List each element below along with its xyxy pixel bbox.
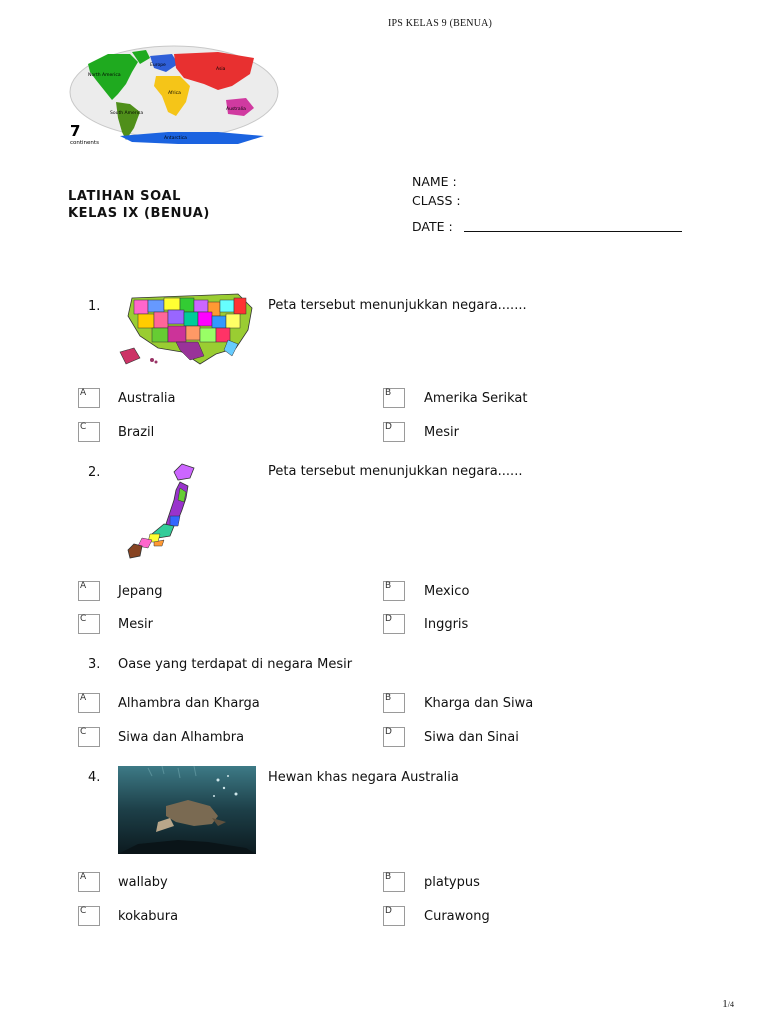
page-number: 1/4: [722, 998, 734, 1010]
question-3-text: Oase yang terdapat di negara Mesir: [118, 657, 353, 672]
question-1-text: Peta tersebut menunjukkan negara.......: [268, 298, 527, 313]
question-2-text: Peta tersebut menunjukkan negara......: [268, 464, 523, 479]
world-map-image: [68, 44, 280, 152]
option-box-3c[interactable]: C: [78, 727, 100, 747]
japan-map-image: [124, 462, 196, 562]
label-asia: Asia: [216, 67, 226, 72]
page-total: 4: [730, 1000, 734, 1009]
page-header: IPS KELAS 9 (BENUA): [388, 18, 493, 29]
label-africa: Africa: [168, 91, 181, 96]
option-box-1d[interactable]: D: [383, 422, 405, 442]
option-box-3b[interactable]: B: [383, 693, 405, 713]
option-text-3d: Siwa dan Sinai: [424, 730, 519, 745]
label-australia: Australia: [226, 107, 246, 112]
worksheet-title-line1: LATIHAN SOAL: [68, 189, 181, 204]
option-box-4a[interactable]: A: [78, 872, 100, 892]
label-europe: Europe: [150, 63, 166, 68]
platypus-photo: [118, 766, 256, 854]
worksheet-title-line2: KELAS IX (BENUA): [68, 206, 210, 221]
class-label: CLASS :: [412, 193, 461, 208]
option-box-4c[interactable]: C: [78, 906, 100, 926]
option-text-2a: Jepang: [118, 584, 163, 599]
question-4-number: 4.: [88, 770, 101, 785]
option-text-1a: Australia: [118, 391, 176, 406]
date-field-line[interactable]: [464, 231, 682, 232]
label-south-america: South America: [110, 111, 144, 116]
question-1-number: 1.: [88, 299, 101, 314]
usa-map-image: [118, 292, 256, 368]
option-text-3a: Alhambra dan Kharga: [118, 696, 260, 711]
option-box-1c[interactable]: C: [78, 422, 100, 442]
option-box-2b[interactable]: B: [383, 581, 405, 601]
option-text-4b: platypus: [424, 875, 480, 890]
option-box-3d[interactable]: D: [383, 727, 405, 747]
option-text-4a: wallaby: [118, 875, 168, 890]
option-box-2a[interactable]: A: [78, 581, 100, 601]
question-2-number: 2.: [88, 465, 101, 480]
option-text-1c: Brazil: [118, 425, 155, 440]
option-text-2d: Inggris: [424, 617, 469, 632]
option-text-2b: Mexico: [424, 584, 470, 599]
label-north-america: North America: [88, 73, 121, 78]
date-label: DATE :: [412, 219, 453, 234]
option-text-1b: Amerika Serikat: [424, 391, 528, 406]
option-box-4b[interactable]: B: [383, 872, 405, 892]
option-text-1d: Mesir: [424, 425, 459, 440]
option-text-3c: Siwa dan Alhambra: [118, 730, 245, 745]
option-box-2d[interactable]: D: [383, 614, 405, 634]
option-box-1a[interactable]: A: [78, 388, 100, 408]
option-box-1b[interactable]: B: [383, 388, 405, 408]
option-text-4c: kokabura: [118, 909, 179, 924]
label-antarctica: Antarctica: [164, 136, 187, 141]
option-text-3b: Kharga dan Siwa: [424, 696, 534, 711]
option-box-4d[interactable]: D: [383, 906, 405, 926]
option-text-2c: Mesir: [118, 617, 153, 632]
continents-label: continents: [70, 140, 99, 146]
question-3-number: 3.: [88, 657, 101, 672]
worksheet-title: [68, 188, 210, 222]
option-box-3a[interactable]: A: [78, 693, 100, 713]
option-box-2c[interactable]: C: [78, 614, 100, 634]
question-4-text: Hewan khas negara Australia: [268, 770, 459, 785]
continents-count: 7: [70, 122, 81, 140]
page-current: 1: [722, 998, 728, 1010]
name-label: NAME :: [412, 174, 457, 189]
option-text-4d: Curawong: [424, 909, 490, 924]
